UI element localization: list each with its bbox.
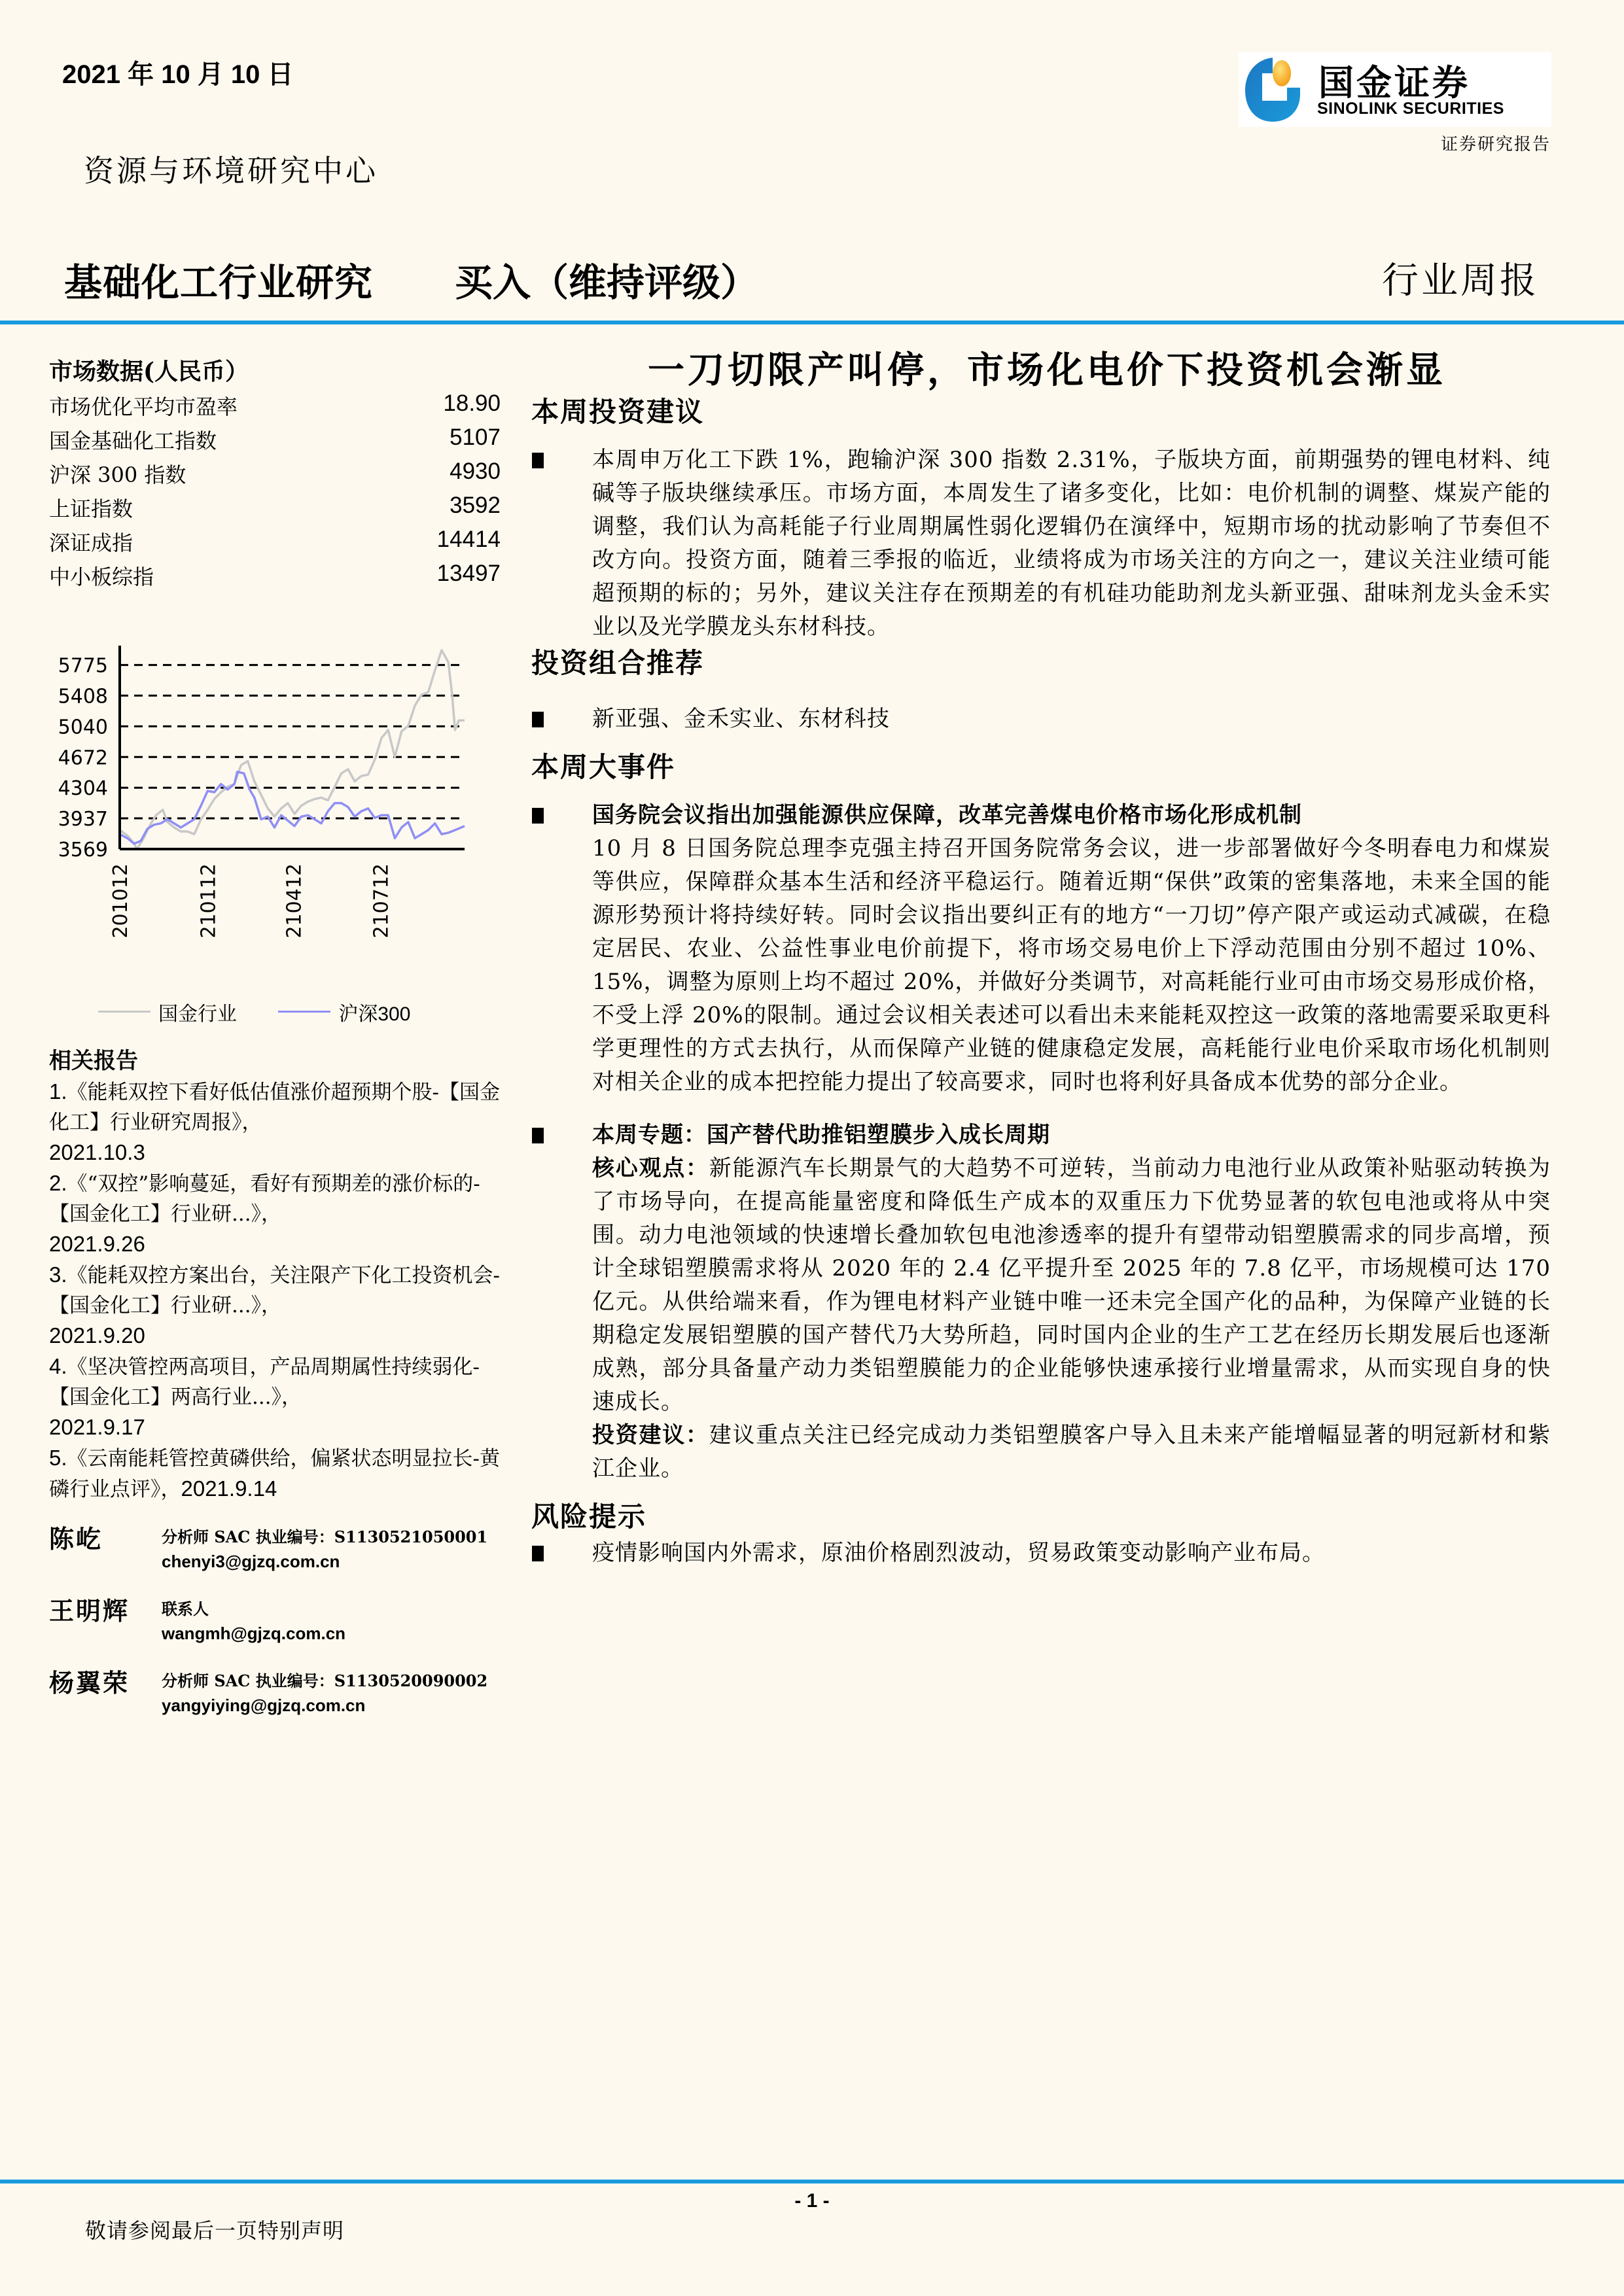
topic-title: 本周专题：国产替代助推铝塑膜步入成长周期 bbox=[592, 1122, 1050, 1148]
related-report-title: 《能耗双控下看好低估值涨价超预期个股-【国金化工】行业研究周报》， bbox=[49, 1081, 501, 1134]
sector-title: 基础化工行业研究 bbox=[64, 262, 374, 304]
related-report-title: 《能耗双控方案出台，关注限产下化工投资机会-【国金化工】行业研...》， bbox=[49, 1264, 501, 1317]
report-type: 行业周报 bbox=[1382, 260, 1539, 302]
related-report-number: 2. bbox=[49, 1171, 67, 1195]
y-tick-label: 5408 bbox=[58, 685, 108, 708]
market-data-label: 市场优化平均市盈率 bbox=[49, 394, 238, 419]
logo-cn-text: 国金证券 bbox=[1318, 63, 1470, 103]
related-report-number: 5. bbox=[49, 1446, 67, 1470]
event-title: 国务院会议指出加强能源供应保障，改革完善煤电价格市场化形成机制 bbox=[592, 802, 1302, 828]
analyst-card bbox=[49, 1663, 520, 1735]
related-report-title: 《坚决管控两高项目，产品周期属性持续弱化-【国金化工】两高行业...》， bbox=[49, 1355, 480, 1409]
research-center: 资源与环境研究中心 bbox=[84, 153, 378, 188]
related-report-title: 《“双控”影响蔓延，看好有预期差的涨价标的-【国金化工】行业研...》， bbox=[49, 1172, 480, 1226]
analyst-card bbox=[49, 1591, 520, 1663]
related-report-item[interactable] bbox=[49, 1351, 501, 1443]
related-reports-list bbox=[49, 1077, 501, 1505]
market-data-label: 上证指数 bbox=[49, 496, 133, 521]
bullet-icon bbox=[532, 453, 544, 468]
legend-item-industry bbox=[98, 998, 237, 1026]
weekly-advice-block bbox=[531, 444, 1551, 644]
index-trend-chart bbox=[39, 638, 484, 991]
related-report-item[interactable] bbox=[49, 1077, 501, 1168]
risk-text: 疫情影响国内外需求，原油价格剧烈波动，贸易政策变动影响产业布局。 bbox=[592, 1540, 1325, 1566]
portfolio-block bbox=[531, 703, 1551, 736]
legend-item-hs300 bbox=[278, 998, 410, 1026]
analyst-name: 王明辉 bbox=[49, 1596, 130, 1626]
market-data-row bbox=[49, 459, 501, 491]
market-data-row bbox=[49, 493, 501, 525]
related-report-item[interactable] bbox=[49, 1168, 501, 1260]
bullet-icon bbox=[532, 1128, 544, 1143]
analyst-email[interactable]: chenyi3@gjzq.com.cn bbox=[162, 1552, 340, 1571]
market-data-row bbox=[49, 391, 501, 423]
related-report-item[interactable] bbox=[49, 1260, 501, 1351]
portfolio-text: 新亚强、金禾实业、东材科技 bbox=[592, 706, 890, 732]
legend-swatch-industry bbox=[98, 1011, 150, 1013]
section-heading-risk: 风险提示 bbox=[531, 1501, 647, 1533]
logo-subtitle: 证券研究报告 bbox=[1440, 135, 1551, 154]
market-data-value: 4930 bbox=[450, 459, 501, 484]
market-data-table bbox=[49, 391, 501, 600]
y-tick-label: 3569 bbox=[58, 839, 108, 861]
related-report-date: 2021.10.3 bbox=[49, 1140, 145, 1164]
related-report-item[interactable] bbox=[49, 1443, 501, 1505]
section-heading-weekly-advice: 本周投资建议 bbox=[531, 396, 705, 428]
core-view-paragraph bbox=[592, 1152, 1551, 1419]
y-tick-label: 4304 bbox=[58, 777, 108, 801]
market-data-value: 18.90 bbox=[443, 391, 501, 416]
legend-label-hs300: 沪深300 bbox=[338, 1003, 411, 1025]
analyst-role: 分析师 SAC 执业编号：S1130521050001 bbox=[162, 1527, 488, 1546]
section-heading-events: 本周大事件 bbox=[531, 751, 676, 783]
x-tick-label: 210412 bbox=[283, 863, 306, 939]
analyst-email[interactable]: wangmh@gjzq.com.cn bbox=[162, 1624, 346, 1643]
market-data-label: 国金基础化工指数 bbox=[49, 428, 217, 453]
market-data-title: 市场数据(人民币） bbox=[49, 358, 249, 385]
market-data-label: 深证成指 bbox=[49, 531, 133, 555]
analyst-role: 联系人 bbox=[162, 1599, 209, 1618]
analyst-role: 分析师 SAC 执业编号：S1130520090002 bbox=[162, 1671, 488, 1690]
related-report-date: 2021.9.14 bbox=[181, 1476, 277, 1501]
chart-legend bbox=[98, 996, 446, 1026]
header-divider bbox=[0, 321, 1624, 324]
analyst-card bbox=[49, 1519, 520, 1591]
left-lower-column bbox=[49, 1045, 501, 1735]
company-logo bbox=[1239, 52, 1551, 127]
market-data-value: 14414 bbox=[436, 527, 501, 552]
rating: 买入（维持评级） bbox=[455, 262, 759, 304]
report-date: 2021 年 10 月 10 日 bbox=[62, 60, 294, 89]
bullet-icon bbox=[532, 712, 544, 727]
y-tick-label: 3937 bbox=[58, 808, 108, 831]
logo-mark-icon bbox=[1244, 56, 1301, 123]
logo-en-text: SINOLINK SECURITIES bbox=[1317, 99, 1504, 118]
legend-label-industry: 国金行业 bbox=[158, 1003, 237, 1025]
investment-advice-paragraph bbox=[592, 1419, 1551, 1486]
related-report-title: 《云南能耗管控黄磷供给，偏紧状态明显拉长-黄磷行业点评》， bbox=[49, 1447, 501, 1501]
market-data-row bbox=[49, 527, 501, 559]
topic-block bbox=[531, 1119, 1551, 1486]
market-data-row bbox=[49, 425, 501, 457]
series-line-hs300 bbox=[120, 772, 465, 844]
bullet-icon bbox=[532, 808, 544, 824]
analyst-name: 杨翼荣 bbox=[49, 1668, 130, 1697]
market-data-value: 5107 bbox=[450, 425, 501, 450]
market-data-label: 沪深 300 指数 bbox=[49, 462, 186, 487]
page-number: - 1 - bbox=[794, 2190, 830, 2212]
y-tick-label: 5040 bbox=[58, 716, 108, 739]
weekly-advice-text: 本周申万化工下跌 1%，跑输沪深 300 指数 2.31%，子版块方面，前期强势的锂电材料、纯碱等子版块继续承压。市场方面，本周发生了诸多变化，比如：电价机制的调整、煤炭产能的调整，我们认为高耗能子行业周期属性弱化逻辑仍在演绎中，短期市场的扰动影响了节奏但不改方向。投资方面，随着三季报的临近，业绩将成为市场关注的方向之一，建议关注业绩可能超预期的标的；另外，建议关注存在预期差的有机硅功能助剂龙头新亚强、甜味剂龙头金禾实业以及光学膜龙头东材科技。 bbox=[592, 447, 1551, 640]
bullet-icon bbox=[532, 1546, 544, 1561]
analyst-name: 陈屹 bbox=[49, 1524, 103, 1554]
market-data-label: 中小板综指 bbox=[49, 565, 154, 589]
related-report-date: 2021.9.17 bbox=[49, 1415, 145, 1439]
core-view-label: 核心观点： bbox=[592, 1155, 709, 1181]
legend-swatch-hs300 bbox=[278, 1011, 330, 1013]
market-data-value: 13497 bbox=[436, 561, 501, 586]
related-report-number: 1. bbox=[49, 1079, 67, 1104]
related-report-number: 3. bbox=[49, 1262, 67, 1287]
related-report-date: 2021.9.26 bbox=[49, 1232, 145, 1256]
investment-advice-text: 建议重点关注已经完成动力类铝塑膜客户导入且未来产能增幅显著的明冠新材和紫江企业。 bbox=[592, 1422, 1551, 1482]
x-tick-label: 201012 bbox=[109, 863, 132, 939]
risk-block bbox=[531, 1537, 1551, 1570]
analyst-email[interactable]: yangyiying@gjzq.com.cn bbox=[162, 1696, 366, 1715]
x-tick-label: 210112 bbox=[197, 863, 221, 939]
section-heading-portfolio: 投资组合推荐 bbox=[531, 647, 705, 679]
related-report-date: 2021.9.20 bbox=[49, 1323, 145, 1348]
main-column bbox=[531, 392, 1551, 1570]
y-tick-label: 5775 bbox=[58, 654, 108, 678]
related-reports-title: 相关报告 bbox=[49, 1048, 138, 1074]
footer-divider bbox=[0, 2180, 1624, 2183]
investment-advice-label: 投资建议： bbox=[592, 1422, 709, 1448]
event-block bbox=[531, 799, 1551, 1099]
core-view-text: 新能源汽车长期景气的大趋势不可逆转，当前动力电池行业从政策补贴驱动转换为了市场导向，在提高能量密度和降低生产成本的双重压力下优势显著的软包电池或将从中突围。动力电池领域的快速增长叠加软包电池渗透率的提升有望带动铝塑膜需求的同步高增，预计全球铝塑膜需求将从 2020 年的 2.4 亿平提升至 2025 年的 7.8 亿平，市场规模可达 170 亿元。从供给端来看，作为锂电材料产业链中唯一还未完全国产化的品种，为保障产业链的长期稳定发展铝塑膜的国产替代乃大势所趋，同时国内企业的生产工艺在经历长期发展后也逐渐成熟，部分具备量产动力类铝塑膜能力的企业能够快速承接行业增量需求，从而实现自身的快速成长。 bbox=[592, 1155, 1551, 1415]
x-tick-label: 210712 bbox=[370, 863, 393, 939]
event-text: 10 月 8 日国务院总理李克强主持召开国务院常务会议，进一步部署做好今冬明春电力和煤炭等供应，保障群众基本生活和经济平稳运行。随着近期“保供”政策的密集落地，未来全国的能源形势预计将持续好转。同时会议指出要纠正有的地方“一刀切”停产限产或运动式减碳，在稳定居民、农业、公益性事业电价前提下，将市场交易电价上下浮动范围由分别不超过 10%、15%，调整为原则上均不超过 20%，并做好分类调节，对高耗能行业可由市场交易形成价格，不受上浮 20%的限制。通过会议相关表述可以看出未来能耗双控这一政策的落地需要采取更科学更理性的方式去执行，从而保障产业链的健康稳定发展，高耗能行业电价采取市场化机制则对相关企业的成本把控能力提出了较高要求，同时也将利好具备成本优势的部分企业。 bbox=[592, 835, 1551, 1095]
market-data-value: 3592 bbox=[450, 493, 501, 518]
market-data-row bbox=[49, 561, 501, 593]
related-report-number: 4. bbox=[49, 1354, 67, 1378]
y-tick-label: 4672 bbox=[58, 746, 108, 770]
disclaimer-note: 敬请参阅最后一页特别声明 bbox=[85, 2218, 345, 2243]
report-title: 一刀切限产叫停，市场化电价下投资机会渐显 bbox=[648, 349, 1446, 392]
